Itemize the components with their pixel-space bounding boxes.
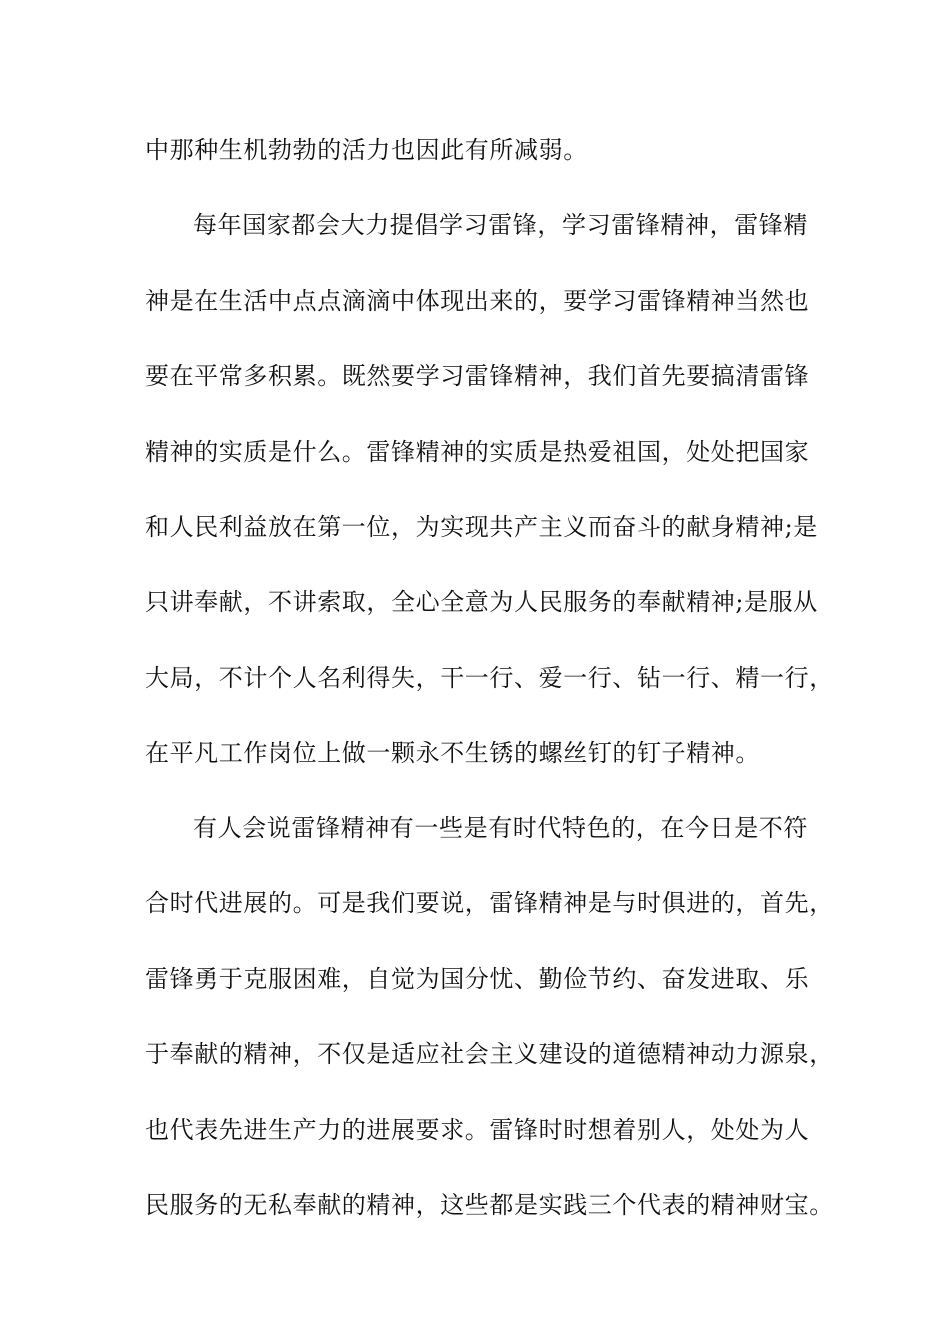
- text-line: 雷锋勇于克服困难，自觉为国分忧、勤俭节约、奋发进取、乐: [145, 965, 810, 993]
- text-line: 合时代进展的。可是我们要说，雷锋精神是与时俱进的，首先，: [145, 889, 834, 917]
- text-line: 于奉献的精神，不仅是适应社会主义建设的道德精神动力源泉，: [145, 1040, 834, 1068]
- text-line: 中那种生机勃勃的活力也因此有所减弱。: [145, 136, 588, 164]
- text-line: 也代表先进生产力的进展要求。雷锋时时想着别人，处处为人: [145, 1116, 810, 1144]
- text-line: 每年国家都会大力提倡学习雷锋，学习雷锋精神，雷锋精: [193, 211, 808, 239]
- text-line: 神是在生活中点点滴滴中体现出来的，要学习雷锋精神当然也: [145, 287, 810, 315]
- text-line: 要在平常多积累。既然要学习雷锋精神，我们首先要搞清雷锋: [145, 362, 810, 390]
- text-line: 和人民利益放在第一位，为实现共产主义而奋斗的献身精神;是: [145, 513, 818, 541]
- text-line: 精神的实质是什么。雷锋精神的实质是热爱祖国，处处把国家: [145, 438, 810, 466]
- text-line: 有人会说雷锋精神有一些是有时代特色的，在今日是不符: [193, 814, 808, 842]
- text-line: 大局，不计个人名利得失，干一行、爱一行、钻一行、精一行，: [145, 664, 834, 692]
- text-line: 只讲奉献，不讲索取，全心全意为人民服务的奉献精神;是服从: [145, 588, 818, 616]
- text-line: 民服务的无私奉献的精神，这些都是实践三个代表的精神财宝。: [145, 1191, 834, 1219]
- text-line: 在平凡工作岗位上做一颗永不生锈的螺丝钉的钉子精神。: [145, 739, 760, 767]
